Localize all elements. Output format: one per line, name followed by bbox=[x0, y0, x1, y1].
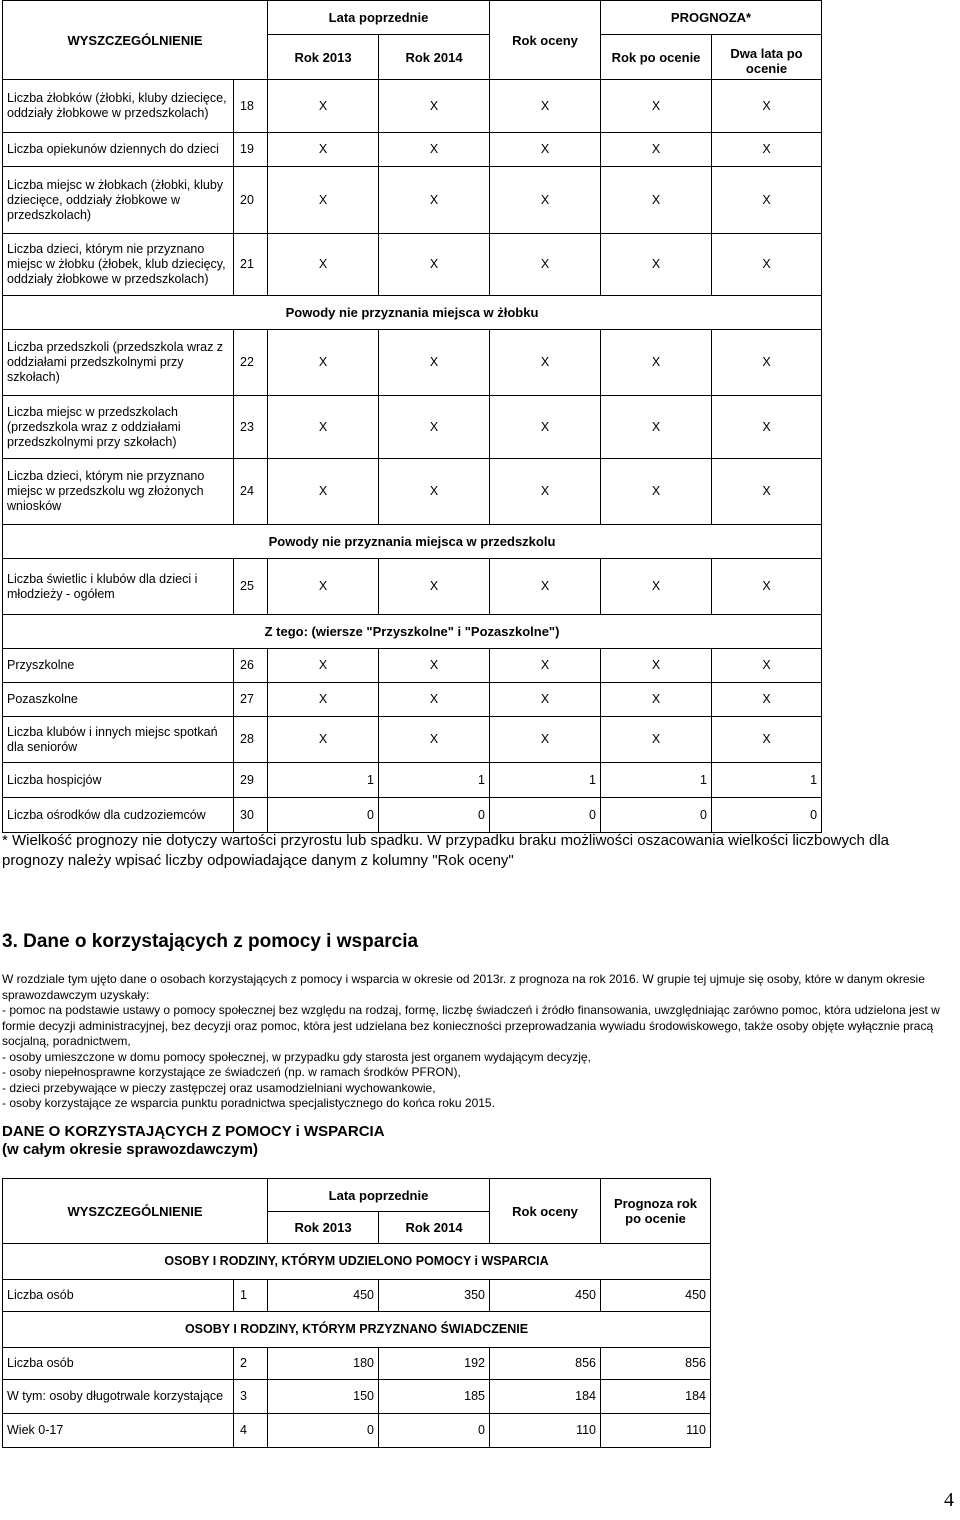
cell-assessment: X bbox=[490, 683, 601, 717]
cell-two-years-after: 1 bbox=[712, 763, 822, 798]
cell-assessment: 184 bbox=[490, 1380, 601, 1414]
row-number: 25 bbox=[234, 559, 268, 615]
row-number: 26 bbox=[234, 649, 268, 683]
cell-assessment: X bbox=[490, 234, 601, 296]
row-number: 30 bbox=[234, 798, 268, 833]
cell-2013: X bbox=[268, 717, 379, 763]
cell-year-after: 1 bbox=[601, 763, 712, 798]
header-year-2013: Rok 2013 bbox=[268, 1212, 379, 1244]
cell-2014: X bbox=[379, 133, 490, 167]
table-row bbox=[3, 763, 822, 798]
row-label: Liczba dzieci, którym nie przyznano miejsc w przedszkolu wg złożonych wniosków bbox=[3, 459, 234, 525]
cell-year-after: X bbox=[601, 234, 712, 296]
row-number: 2 bbox=[234, 1348, 268, 1380]
cell-2013: 1 bbox=[268, 763, 379, 798]
cell-assessment: X bbox=[490, 167, 601, 234]
section-title: Z tego: (wiersze "Przyszkolne" i "Pozaszkolne") bbox=[3, 615, 822, 649]
cell-forecast: 110 bbox=[601, 1414, 711, 1448]
row-label: W tym: osoby długotrwale korzystające bbox=[3, 1380, 234, 1414]
header-forecast: Prognoza rok po ocenie bbox=[601, 1179, 711, 1244]
cell-year-after: X bbox=[601, 80, 712, 133]
cell-two-years-after: X bbox=[712, 80, 822, 133]
table-row bbox=[3, 459, 822, 525]
cell-assessment: X bbox=[490, 649, 601, 683]
cell-two-years-after: X bbox=[712, 559, 822, 615]
table-row bbox=[3, 234, 822, 296]
description-line: W rozdziale tym ujęto dane o osobach korzystających z pomocy i wsparcia w okresie od 2013r. z prognoza na rok 2016. W grupie tej ujmuje się osoby, które w danym okresie sprawozdawczym uzyskały: bbox=[2, 972, 925, 1002]
header-item: WYSZCZEGÓLNIENIE bbox=[3, 1, 268, 80]
description-line: - osoby korzystające ze wsparcia punktu poradnictwa specjalistycznego do końca roku 2015. bbox=[2, 1096, 495, 1110]
row-label: Liczba żłobków (żłobki, kluby dziecięce, oddziały żłobkowe w przedszkolach) bbox=[3, 80, 234, 133]
cell-two-years-after: 0 bbox=[712, 798, 822, 833]
description-line: - dzieci przebywające w pieczy zastępczej oraz usamodzielniani wychowankowie, bbox=[2, 1080, 436, 1095]
cell-2014: X bbox=[379, 459, 490, 525]
cell-2014: 1 bbox=[379, 763, 490, 798]
section-row bbox=[3, 525, 822, 559]
table-row bbox=[3, 798, 822, 833]
row-number: 3 bbox=[234, 1380, 268, 1414]
cell-assessment: 856 bbox=[490, 1348, 601, 1380]
cell-two-years-after: X bbox=[712, 683, 822, 717]
cell-year-after: X bbox=[601, 396, 712, 459]
header-two-years-after: Dwa lata po ocenie bbox=[712, 35, 822, 80]
cell-2014: X bbox=[379, 167, 490, 234]
header-assessment-year: Rok oceny bbox=[490, 1179, 601, 1244]
cell-two-years-after: X bbox=[712, 133, 822, 167]
table-row bbox=[3, 717, 822, 763]
cell-2013: X bbox=[268, 133, 379, 167]
cell-2013: X bbox=[268, 396, 379, 459]
cell-two-years-after: X bbox=[712, 717, 822, 763]
cell-assessment: X bbox=[490, 717, 601, 763]
description-line: - osoby umieszczone w domu pomocy społecznej, w przypadku gdy starosta jest organem wydającym decyzję, bbox=[2, 1049, 591, 1064]
cell-2013: X bbox=[268, 459, 379, 525]
header-year-2014: Rok 2014 bbox=[379, 35, 490, 80]
cell-year-after: X bbox=[601, 133, 712, 167]
section-row: OSOBY I RODZINY, KTÓRYM UDZIELONO POMOCY i WSPARCIA bbox=[3, 1244, 711, 1280]
cell-2014: X bbox=[379, 80, 490, 133]
cell-year-after: 0 bbox=[601, 798, 712, 833]
cell-2014: X bbox=[379, 649, 490, 683]
cell-year-after: X bbox=[601, 717, 712, 763]
row-label: Liczba opiekunów dziennych do dzieci bbox=[3, 133, 234, 167]
section-title: Powody nie przyznania miejsca w przedszkolu bbox=[3, 525, 822, 559]
row-number: 23 bbox=[234, 396, 268, 459]
section-title: Powody nie przyznania miejsca w żłobku bbox=[3, 296, 822, 330]
row-number: 19 bbox=[234, 133, 268, 167]
cell-2014: 185 bbox=[379, 1380, 490, 1414]
cell-2014: 192 bbox=[379, 1348, 490, 1380]
section-row: OSOBY I RODZINY, KTÓRYM PRZYZNANO ŚWIADCZENIE bbox=[3, 1312, 711, 1348]
cell-assessment: 110 bbox=[490, 1414, 601, 1448]
row-number: 22 bbox=[234, 330, 268, 396]
cell-2013: 0 bbox=[268, 798, 379, 833]
cell-2013: X bbox=[268, 167, 379, 234]
description-line: - osoby niepełnosprawne korzystające ze świadczeń (np. w ramach środków PFRON), bbox=[2, 1065, 461, 1079]
cell-assessment: 0 bbox=[490, 798, 601, 833]
cell-assessment: X bbox=[490, 133, 601, 167]
cell-2013: X bbox=[268, 330, 379, 396]
cell-year-after: X bbox=[601, 330, 712, 396]
row-number: 20 bbox=[234, 167, 268, 234]
table-row bbox=[3, 167, 822, 234]
table-row bbox=[3, 1348, 711, 1380]
table-row bbox=[3, 559, 822, 615]
cell-assessment: X bbox=[490, 330, 601, 396]
row-label: Przyszkolne bbox=[3, 649, 234, 683]
subheading-line: DANE O KORZYSTAJĄCYCH Z POMOCY i WSPARCIA bbox=[2, 1123, 385, 1140]
row-number: 1 bbox=[234, 1280, 268, 1312]
row-label: Liczba osób bbox=[3, 1348, 234, 1380]
cell-2014: 0 bbox=[379, 1414, 490, 1448]
cell-assessment: X bbox=[490, 80, 601, 133]
row-label: Liczba miejsc w żłobkach (żłobki, kluby dziecięce, oddziały żłobkowe w przedszkolach) bbox=[3, 167, 234, 234]
cell-year-after: X bbox=[601, 683, 712, 717]
cell-assessment: 1 bbox=[490, 763, 601, 798]
cell-2014: X bbox=[379, 330, 490, 396]
row-number: 21 bbox=[234, 234, 268, 296]
cell-year-after: X bbox=[601, 559, 712, 615]
cell-forecast: 856 bbox=[601, 1348, 711, 1380]
forecast-note: * Wielkość prognozy nie dotyczy wartości przyrostu lub spadku. W przypadku braku możliwości oszacowania wielkości liczbowych dla prognozy należy wpisać liczby odpowiadające danym z kolumny "Rok oceny" bbox=[2, 832, 890, 869]
cell-2013: 150 bbox=[268, 1380, 379, 1414]
row-label: Liczba ośrodków dla cudzoziemców bbox=[3, 798, 234, 833]
cell-2013: 450 bbox=[268, 1280, 379, 1312]
row-number: 29 bbox=[234, 763, 268, 798]
cell-2014: 0 bbox=[379, 798, 490, 833]
cell-2013: 0 bbox=[268, 1414, 379, 1448]
row-label: Liczba osób bbox=[3, 1280, 234, 1312]
cell-assessment: X bbox=[490, 559, 601, 615]
cell-2014: X bbox=[379, 396, 490, 459]
forecast-table bbox=[2, 0, 822, 833]
cell-2014: X bbox=[379, 234, 490, 296]
cell-two-years-after: X bbox=[712, 459, 822, 525]
table-row bbox=[3, 649, 822, 683]
cell-year-after: X bbox=[601, 459, 712, 525]
table-row bbox=[3, 1280, 711, 1312]
row-number: 27 bbox=[234, 683, 268, 717]
cell-2014: X bbox=[379, 717, 490, 763]
table-row bbox=[3, 1414, 711, 1448]
table-row bbox=[3, 80, 822, 133]
cell-assessment: X bbox=[490, 459, 601, 525]
cell-two-years-after: X bbox=[712, 649, 822, 683]
row-number: 4 bbox=[234, 1414, 268, 1448]
cell-2013: X bbox=[268, 649, 379, 683]
description-line: - pomoc na podstawie ustawy o pomocy społecznej bez względu na rodzaj, formę, liczbę świadczeń i źródło finansowania, uwzględniając zarówno pomoc, która udzielona jest w formie decyzji administracyjnej, bez decyzji oraz pomoc, która jest udzielana bez konieczności przeprowadzania wywiadu środowiskowego, także osoby objęte wyłącznie pracą socjalną, poradnictwem, bbox=[2, 1003, 940, 1048]
row-number: 28 bbox=[234, 717, 268, 763]
cell-2013: X bbox=[268, 234, 379, 296]
row-label: Liczba dzieci, którym nie przyznano miejsc w żłobku (żłobek, klub dziecięcy, oddziały żłobkowe w przedszkolach) bbox=[3, 234, 234, 296]
beneficiaries-table bbox=[2, 1178, 711, 1448]
table-row bbox=[3, 133, 822, 167]
header-year-2014: Rok 2014 bbox=[379, 1212, 490, 1244]
row-label: Liczba hospicjów bbox=[3, 763, 234, 798]
section-heading: 3. Dane o korzystających z pomocy i wsparcia bbox=[2, 931, 419, 952]
header-assessment-year: Rok oceny bbox=[490, 1, 601, 80]
cell-2014: X bbox=[379, 559, 490, 615]
header-past-years: Lata poprzednie bbox=[268, 1, 490, 35]
cell-2013: X bbox=[268, 559, 379, 615]
header-year-after: Rok po ocenie bbox=[601, 35, 712, 80]
table-row bbox=[3, 330, 822, 396]
cell-two-years-after: X bbox=[712, 330, 822, 396]
row-label: Pozaszkolne bbox=[3, 683, 234, 717]
cell-forecast: 450 bbox=[601, 1280, 711, 1312]
cell-two-years-after: X bbox=[712, 167, 822, 234]
section-row bbox=[3, 615, 822, 649]
table-row bbox=[3, 396, 822, 459]
subheading-line: (w całym okresie sprawozdawczym) bbox=[2, 1141, 258, 1158]
row-number: 18 bbox=[234, 80, 268, 133]
row-label: Liczba klubów i innych miejsc spotkań dla seniorów bbox=[3, 717, 234, 763]
header-forecast: PROGNOZA* bbox=[601, 1, 822, 35]
section-description bbox=[2, 972, 957, 1112]
cell-2014: 350 bbox=[379, 1280, 490, 1312]
row-number: 24 bbox=[234, 459, 268, 525]
table-subheading bbox=[2, 1123, 385, 1159]
row-label: Wiek 0-17 bbox=[3, 1414, 234, 1448]
header-item: WYSZCZEGÓLNIENIE bbox=[3, 1179, 268, 1244]
cell-2013: 180 bbox=[268, 1348, 379, 1380]
cell-forecast: 184 bbox=[601, 1380, 711, 1414]
page-number: 4 bbox=[944, 1489, 954, 1511]
cell-year-after: X bbox=[601, 649, 712, 683]
table-row bbox=[3, 683, 822, 717]
cell-assessment: X bbox=[490, 396, 601, 459]
row-label: Liczba świetlic i klubów dla dzieci i młodzieży - ogółem bbox=[3, 559, 234, 615]
cell-2014: X bbox=[379, 683, 490, 717]
cell-assessment: 450 bbox=[490, 1280, 601, 1312]
cell-2013: X bbox=[268, 683, 379, 717]
cell-two-years-after: X bbox=[712, 396, 822, 459]
row-label: Liczba miejsc w przedszkolach (przedszkola wraz z oddziałami przedszkolnymi przy szkołach) bbox=[3, 396, 234, 459]
section-row bbox=[3, 296, 822, 330]
cell-year-after: X bbox=[601, 167, 712, 234]
row-label: Liczba przedszkoli (przedszkola wraz z oddziałami przedszkolnymi przy szkołach) bbox=[3, 330, 234, 396]
header-year-2013: Rok 2013 bbox=[268, 35, 379, 80]
table-row bbox=[3, 1380, 711, 1414]
cell-2013: X bbox=[268, 80, 379, 133]
cell-two-years-after: X bbox=[712, 234, 822, 296]
header-past-years: Lata poprzednie bbox=[268, 1179, 490, 1212]
